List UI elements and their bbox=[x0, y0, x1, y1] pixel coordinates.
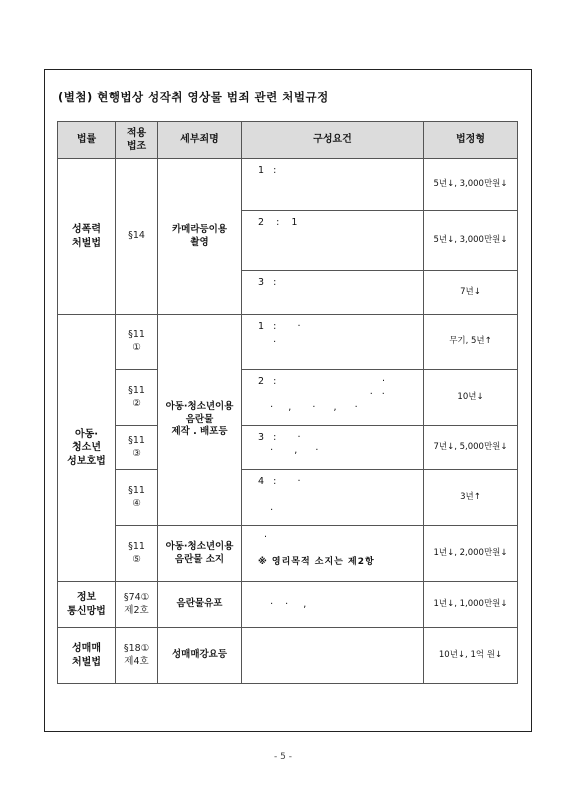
requirement-text: · bbox=[258, 532, 268, 543]
crime-name: 아동·청소년이용 음란물 제작 . 배포등 bbox=[158, 315, 242, 526]
requirement-cell: · · , bbox=[242, 582, 424, 628]
penalty-cell: 5년↓, 3,000만원↓ bbox=[424, 159, 518, 211]
law-prostitution: 성매매 처벌법 bbox=[58, 628, 116, 684]
penalty-cell: 10년↓ bbox=[424, 370, 518, 426]
table-row bbox=[58, 526, 518, 582]
article-ref: §74① 제2호 bbox=[116, 582, 158, 628]
requirement-cell: 3 : bbox=[242, 271, 424, 315]
crime-name: 카메라등이용 촬영 bbox=[158, 159, 242, 315]
article-ref: §11 ① bbox=[116, 315, 158, 370]
requirement-cell: 1 : · . bbox=[242, 315, 424, 370]
header-crime: 세부죄명 bbox=[158, 122, 242, 159]
requirement-cell: 3 : · · , · bbox=[242, 426, 424, 470]
document-title: (별첨) 현행법상 성작취 영상물 범죄 관련 처벌규정 bbox=[58, 90, 329, 104]
law-sexual-violence: 성폭력 처벌법 bbox=[58, 159, 116, 315]
penalty-cell: 무기, 5년↑ bbox=[424, 315, 518, 370]
penalty-cell: 7년↓ bbox=[424, 271, 518, 315]
requirement-cell: 2 : 1 bbox=[242, 211, 424, 271]
header-law: 법률 bbox=[58, 122, 116, 159]
article-ref: §11 ④ bbox=[116, 470, 158, 526]
table-row bbox=[58, 370, 518, 426]
requirement-cell bbox=[242, 628, 424, 684]
law-info-network: 정보 통신망법 bbox=[58, 582, 116, 628]
table-row bbox=[58, 315, 518, 370]
penalty-cell: 10년↓, 1억 원↓ bbox=[424, 628, 518, 684]
crime-name: 성매매강요등 bbox=[158, 628, 242, 684]
article-ref: §11 ② bbox=[116, 370, 158, 426]
header-requirements: 구성요건 bbox=[242, 122, 424, 159]
table-row bbox=[58, 426, 518, 470]
table-row bbox=[58, 582, 518, 628]
penalty-table bbox=[57, 121, 518, 684]
article-ref: §18① 제4호 bbox=[116, 628, 158, 684]
requirement-cell: 4 : · . bbox=[242, 470, 424, 526]
header-article: 적용 법조 bbox=[116, 122, 158, 159]
crime-name: 음란물유포 bbox=[158, 582, 242, 628]
table-row bbox=[58, 159, 518, 211]
table-row bbox=[58, 628, 518, 684]
header-penalty: 법정형 bbox=[424, 122, 518, 159]
note-text: ※ 영리목적 소지는 제2항 bbox=[258, 557, 375, 567]
article-ref: §14 bbox=[116, 159, 158, 315]
table-header-row bbox=[58, 122, 518, 159]
article-ref: §11 ⑤ bbox=[116, 526, 158, 582]
penalty-cell: 1년↓, 2,000만원↓ bbox=[424, 526, 518, 582]
penalty-cell: 1년↓, 1,000만원↓ bbox=[424, 582, 518, 628]
penalty-cell: 5년↓, 3,000만원↓ bbox=[424, 211, 518, 271]
requirement-cell bbox=[242, 526, 424, 582]
penalty-cell: 3년↑ bbox=[424, 470, 518, 526]
table-row bbox=[58, 470, 518, 526]
requirement-cell: 2 : · · · · , · , · bbox=[242, 370, 424, 426]
penalty-cell: 7년↓, 5,000만원↓ bbox=[424, 426, 518, 470]
crime-name: 아동·청소년이용 음란물 소지 bbox=[158, 526, 242, 582]
law-youth-protection: 아동· 청소년 성보호법 bbox=[58, 315, 116, 582]
article-ref: §11 ③ bbox=[116, 426, 158, 470]
requirement-cell: 1 : bbox=[242, 159, 424, 211]
page-number: - 5 - bbox=[274, 752, 292, 762]
